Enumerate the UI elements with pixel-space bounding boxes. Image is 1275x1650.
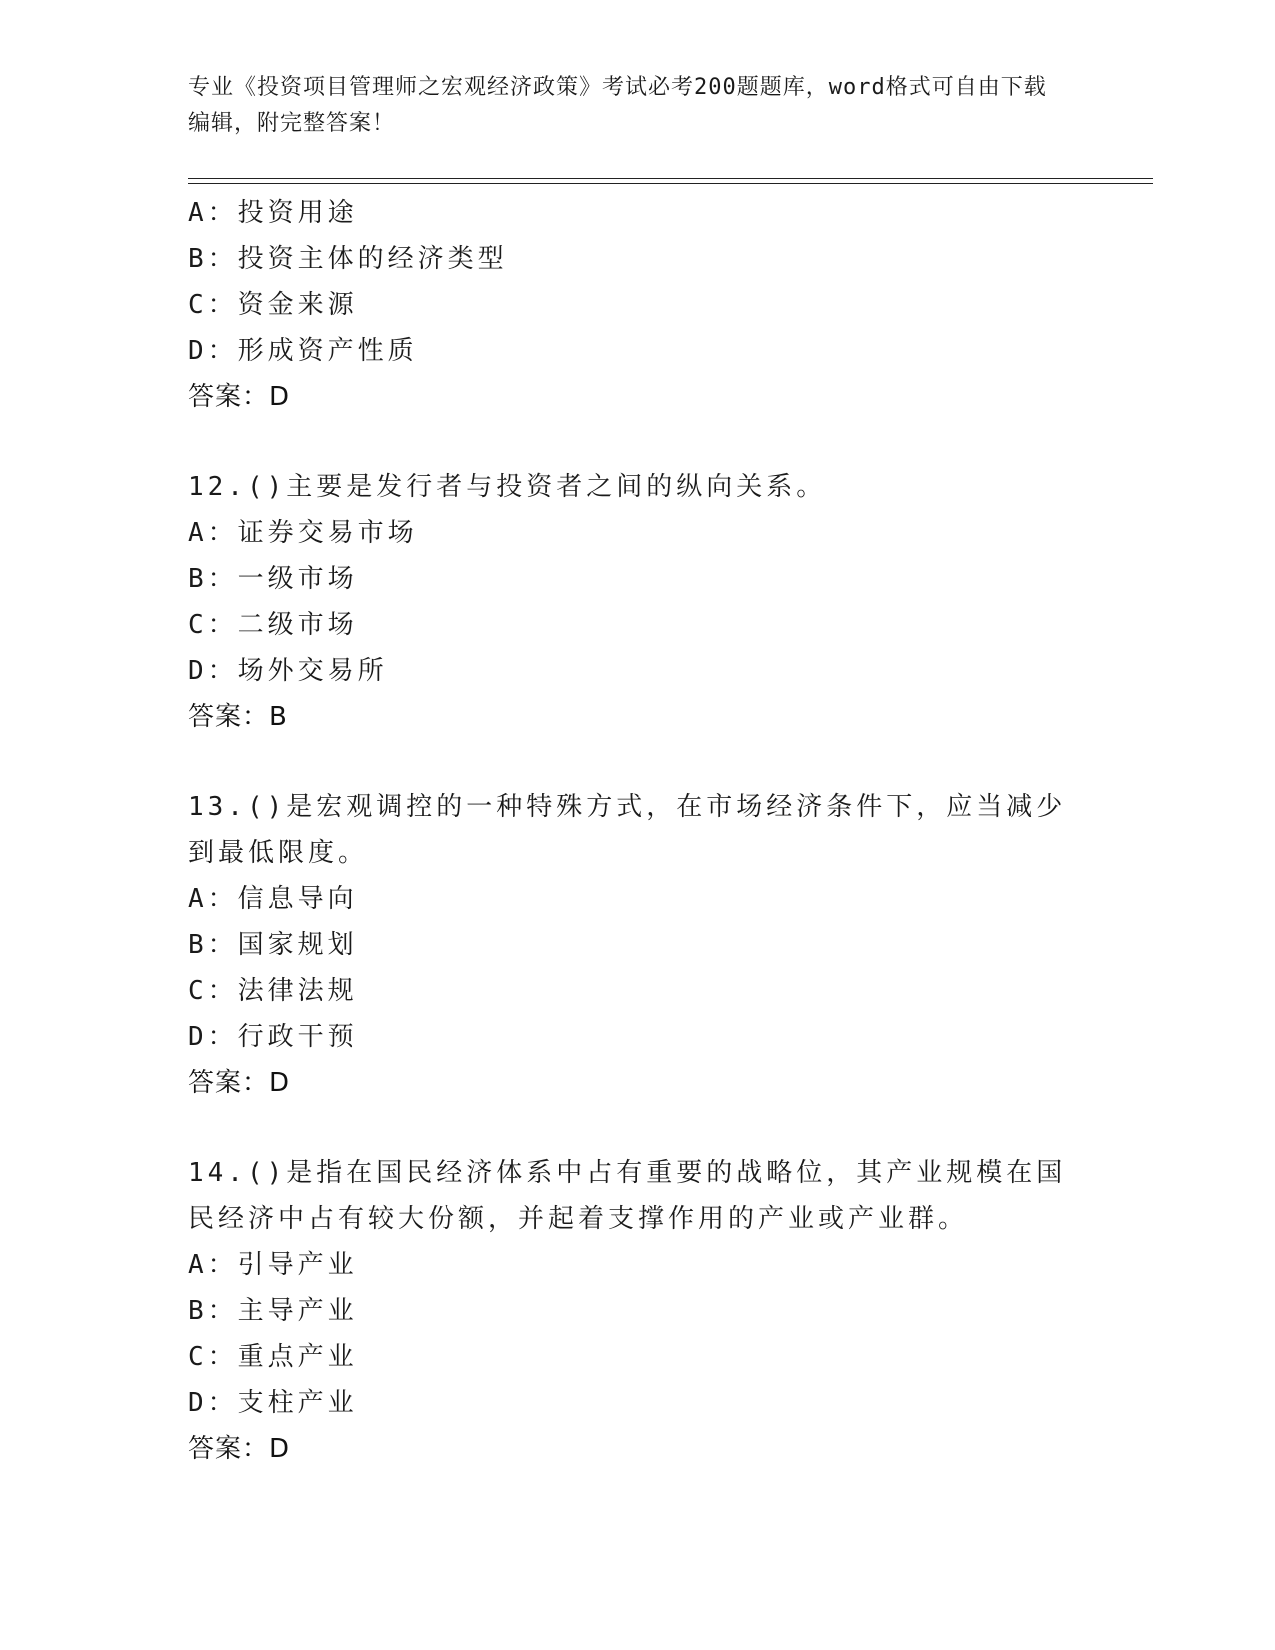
question-block-14	[188, 1150, 1088, 1472]
option-d: D：形成资产性质	[188, 336, 418, 366]
option-a: A：投资用途	[188, 198, 358, 228]
option-a: A：引导产业	[188, 1250, 358, 1280]
option-b: B：投资主体的经济类型	[188, 244, 508, 274]
question-block-12	[188, 464, 1088, 740]
document-header: 专业《投资项目管理师之宏观经济政策》考试必考200题题库，word格式可自由下载编辑，附完整答案！	[188, 75, 1047, 136]
question-list	[188, 190, 1088, 1472]
option-b: B：国家规划	[188, 930, 358, 960]
answer-line: 答案：D	[188, 1434, 291, 1464]
question-text: 12.()主要是发行者与投资者之间的纵向关系。	[188, 472, 827, 502]
question-block-11	[188, 190, 1088, 420]
answer-line: 答案：D	[188, 1068, 291, 1098]
answer-line: 答案：D	[188, 382, 291, 412]
option-b: B：主导产业	[188, 1296, 358, 1326]
option-c: C：法律法规	[188, 976, 358, 1006]
option-b: B：一级市场	[188, 564, 358, 594]
option-a: A：信息导向	[188, 884, 358, 914]
question-block-13	[188, 784, 1088, 1106]
header-rule-top	[188, 178, 1153, 179]
option-d: D：支柱产业	[188, 1388, 358, 1418]
option-d: D：场外交易所	[188, 656, 388, 686]
option-a: A：证券交易市场	[188, 518, 418, 548]
option-c: C：二级市场	[188, 610, 358, 640]
option-c: C：资金来源	[188, 290, 358, 320]
option-c: C：重点产业	[188, 1342, 358, 1372]
answer-line: 答案：B	[188, 702, 288, 732]
header-rule-bottom	[188, 183, 1153, 184]
option-d: D：行政干预	[188, 1022, 358, 1052]
question-text: 13.()是宏观调控的一种特殊方式，在市场经济条件下，应当减少到最低限度。	[188, 792, 1067, 868]
question-text: 14.()是指在国民经济体系中占有重要的战略位，其产业规模在国民经济中占有较大份额，并起着支撑作用的产业或产业群。	[188, 1158, 1067, 1234]
